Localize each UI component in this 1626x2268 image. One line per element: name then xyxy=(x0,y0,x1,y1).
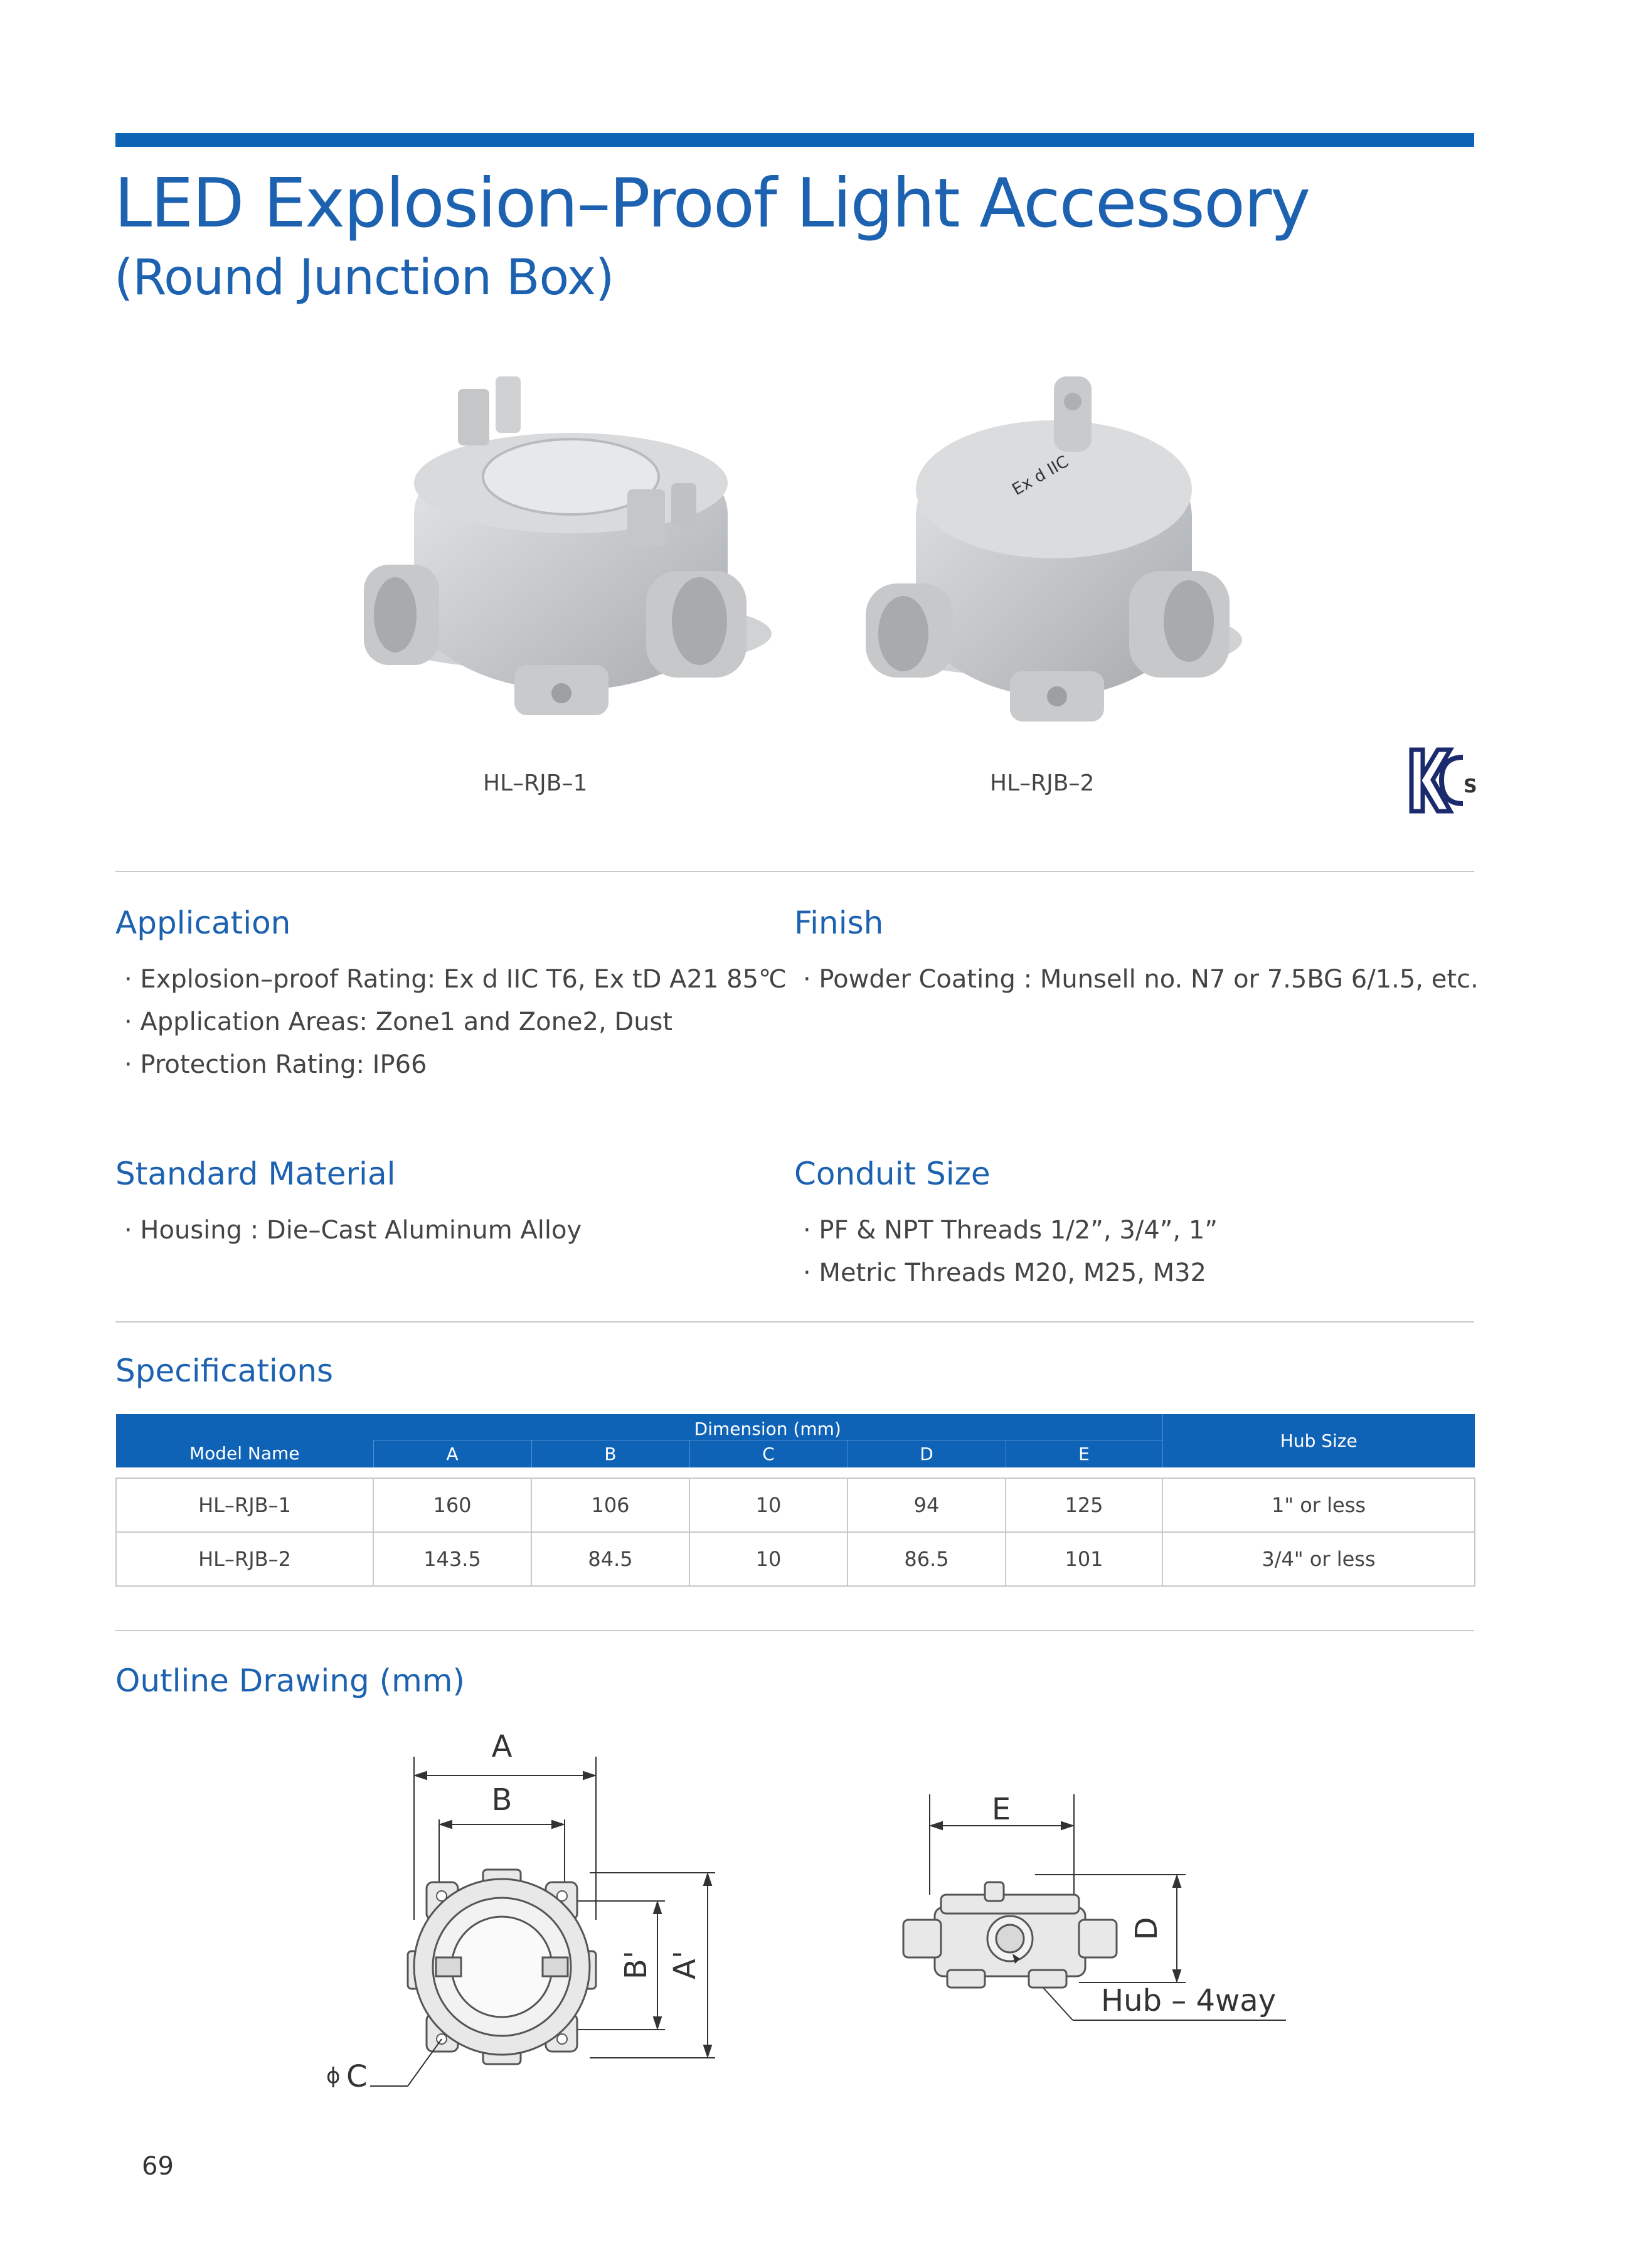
outline-drawing-side-view xyxy=(878,1769,1317,2070)
cell-e: 101 xyxy=(1006,1532,1162,1586)
dim-label-d: D xyxy=(1129,1917,1164,1941)
table-row xyxy=(116,1532,1475,1586)
page-title: LED Explosion–Proof Light Accessory xyxy=(114,164,1310,243)
page-number: 69 xyxy=(142,2152,174,2181)
product-image-hl-rjb-2 xyxy=(853,364,1242,740)
dim-col-b: B xyxy=(531,1440,689,1467)
dim-col-e: E xyxy=(1006,1440,1162,1467)
material-heading: Standard Material xyxy=(115,1156,396,1192)
dim-label-c: C xyxy=(346,2059,368,2094)
specifications-table xyxy=(115,1414,1475,1587)
product-caption-hl-rjb-2: HL–RJB–2 xyxy=(990,770,1095,796)
dim-label-a-prime: A' xyxy=(667,1950,703,1980)
dim-label-a: A xyxy=(491,1729,513,1764)
dim-col-c: C xyxy=(689,1440,848,1467)
cell-model: HL–RJB–1 xyxy=(116,1478,373,1532)
material-item: · Housing : Die–Cast Aluminum Alloy xyxy=(124,1216,582,1245)
phi-symbol: ϕ xyxy=(326,2063,341,2089)
finish-item: · Powder Coating : Munsell no. N7 or 7.5BG 6/1.5, etc. xyxy=(803,965,1479,994)
application-heading: Application xyxy=(115,905,291,941)
model-name-header: Model Name xyxy=(116,1414,373,1467)
finish-heading: Finish xyxy=(794,905,884,941)
cell-d: 86.5 xyxy=(848,1532,1006,1586)
outline-heading: Outline Drawing (mm) xyxy=(115,1663,465,1699)
cell-hub: 1" or less xyxy=(1162,1478,1475,1532)
cell-a: 160 xyxy=(373,1478,531,1532)
table-row xyxy=(116,1478,1475,1532)
dim-col-a: A xyxy=(373,1440,531,1467)
cell-b: 106 xyxy=(531,1478,689,1532)
dimension-header: Dimension (mm) xyxy=(373,1414,1162,1440)
page-subtitle: (Round Junction Box) xyxy=(114,250,614,306)
conduit-heading: Conduit Size xyxy=(794,1156,991,1192)
application-item: · Application Areas: Zone1 and Zone2, Dust xyxy=(124,1008,673,1036)
cell-a: 143.5 xyxy=(373,1532,531,1586)
outline-drawing-top-view xyxy=(314,1729,765,2108)
cell-e: 125 xyxy=(1006,1478,1162,1532)
specifications-heading: Specifications xyxy=(115,1353,334,1389)
kcs-certification-mark-icon xyxy=(1405,743,1477,819)
svg-text:Ex d IIC: Ex d IIC xyxy=(1009,452,1072,500)
dim-label-e: E xyxy=(991,1792,1011,1827)
cell-model: HL–RJB–2 xyxy=(116,1532,373,1586)
product-image-hl-rjb-1 xyxy=(358,364,784,740)
cell-b: 84.5 xyxy=(531,1532,689,1586)
cell-hub: 3/4" or less xyxy=(1162,1532,1475,1586)
conduit-item: · PF & NPT Threads 1/2”, 3/4”, 1” xyxy=(803,1216,1218,1245)
hub-size-header: Hub Size xyxy=(1162,1414,1475,1467)
cell-c: 10 xyxy=(689,1478,848,1532)
hub-label: Hub – 4way xyxy=(1101,1983,1277,2018)
dim-label-b-prime: B' xyxy=(619,1950,654,1980)
dim-label-b: B xyxy=(491,1782,513,1818)
header-accent-bar xyxy=(115,133,1474,147)
conduit-item: · Metric Threads M20, M25, M32 xyxy=(803,1259,1207,1287)
dim-col-d: D xyxy=(848,1440,1006,1467)
section-divider xyxy=(115,1321,1474,1323)
cell-c: 10 xyxy=(689,1532,848,1586)
svg-text:S: S xyxy=(1464,775,1477,797)
cell-d: 94 xyxy=(848,1478,1006,1532)
product-caption-hl-rjb-1: HL–RJB–1 xyxy=(483,770,588,796)
section-divider xyxy=(115,871,1474,872)
application-item: · Protection Rating: IP66 xyxy=(124,1050,427,1079)
section-divider xyxy=(115,1630,1474,1631)
application-item: · Explosion–proof Rating: Ex d IIC T6, Ex tD A21 85℃ xyxy=(124,965,787,994)
